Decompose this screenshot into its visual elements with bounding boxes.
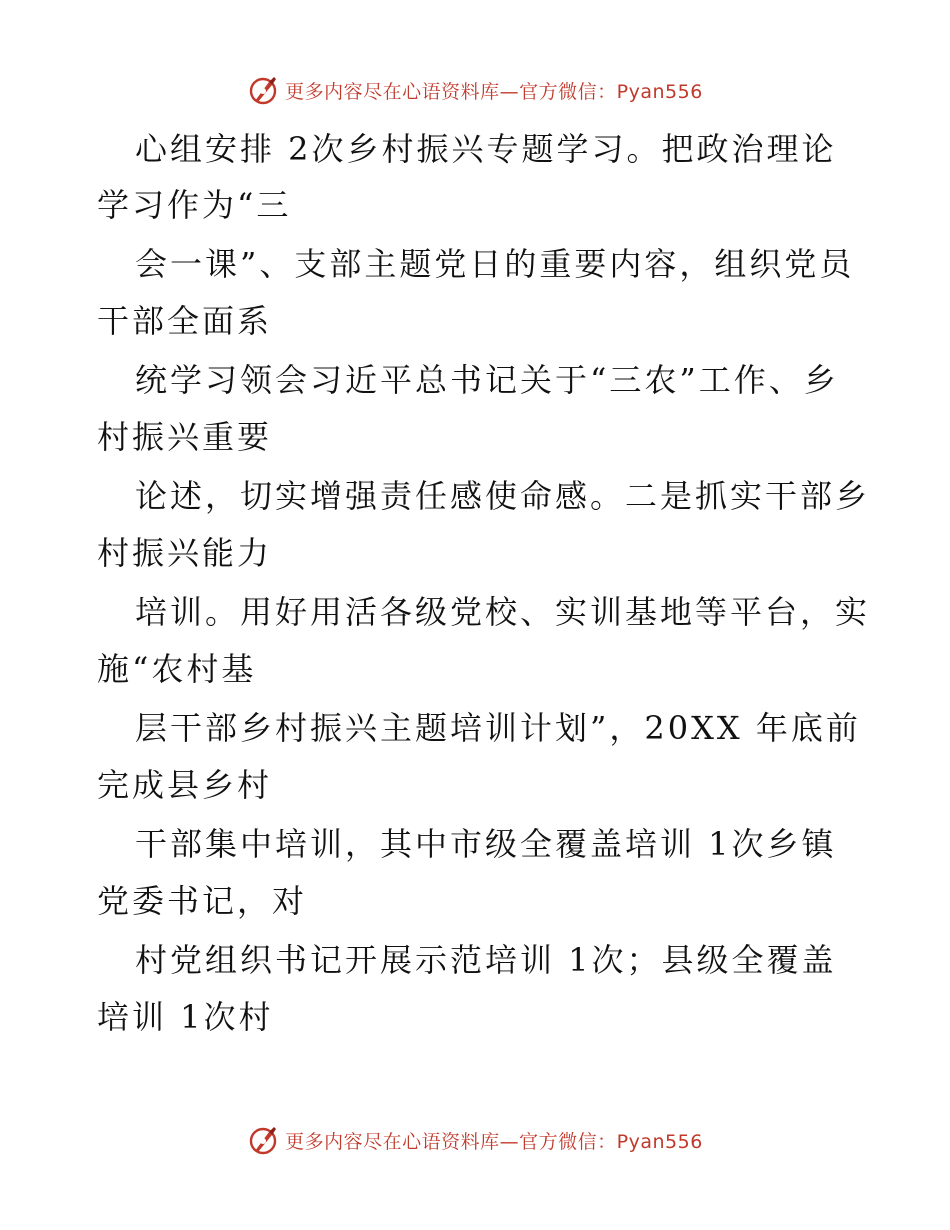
footer-banner-text bbox=[285, 1127, 703, 1154]
body-line: 村振兴重要 bbox=[97, 418, 273, 456]
body-line: 村振兴能力 bbox=[97, 534, 273, 572]
body-line: 干部集中培训，其中市级全覆盖培训 1次乡镇 bbox=[135, 825, 837, 863]
body-line: 村党组织书记开展示范培训 1次；县级全覆盖 bbox=[135, 941, 837, 979]
header-banner bbox=[0, 72, 950, 108]
body-line: 培训。用好用活各级党校、实训基地等平台，实 bbox=[135, 593, 871, 631]
header-banner-inner bbox=[247, 74, 703, 106]
quill-pen-logo-icon bbox=[247, 1124, 279, 1156]
body-line: 层干部乡村振兴主题培训计划”，20XX 年底前 bbox=[135, 709, 861, 747]
header-wechat-id: Pyan556 bbox=[616, 80, 703, 103]
body-line: 党委书记，对 bbox=[97, 882, 308, 920]
body-line: 培训 1次村 bbox=[97, 998, 274, 1036]
body-line: 论述，切实增强责任感使命感。二是抓实干部乡 bbox=[135, 477, 871, 515]
footer-banner bbox=[0, 1122, 950, 1158]
body-line: 完成县乡村 bbox=[97, 766, 273, 804]
quill-pen-logo-icon bbox=[247, 74, 279, 106]
header-banner-text bbox=[285, 77, 703, 104]
body-line: 施“农村基 bbox=[97, 650, 257, 688]
header-site-text: 更多内容尽在心语资料库—官方微信： bbox=[285, 80, 617, 103]
footer-banner-inner bbox=[247, 1124, 703, 1156]
footer-wechat-id: Pyan556 bbox=[616, 1130, 703, 1153]
body-line: 会一课”、支部主题党日的重要内容，组织党员 bbox=[135, 245, 855, 283]
body-line: 统学习领会习近平总书记关于“三农”工作、乡 bbox=[135, 361, 839, 399]
body-line: 心组安排 2次乡村振兴专题学习。把政治理论 bbox=[135, 130, 837, 168]
body-line: 学习作为“三 bbox=[97, 186, 292, 224]
body-line: 干部全面系 bbox=[97, 302, 273, 340]
footer-site-text: 更多内容尽在心语资料库—官方微信： bbox=[285, 1130, 617, 1153]
